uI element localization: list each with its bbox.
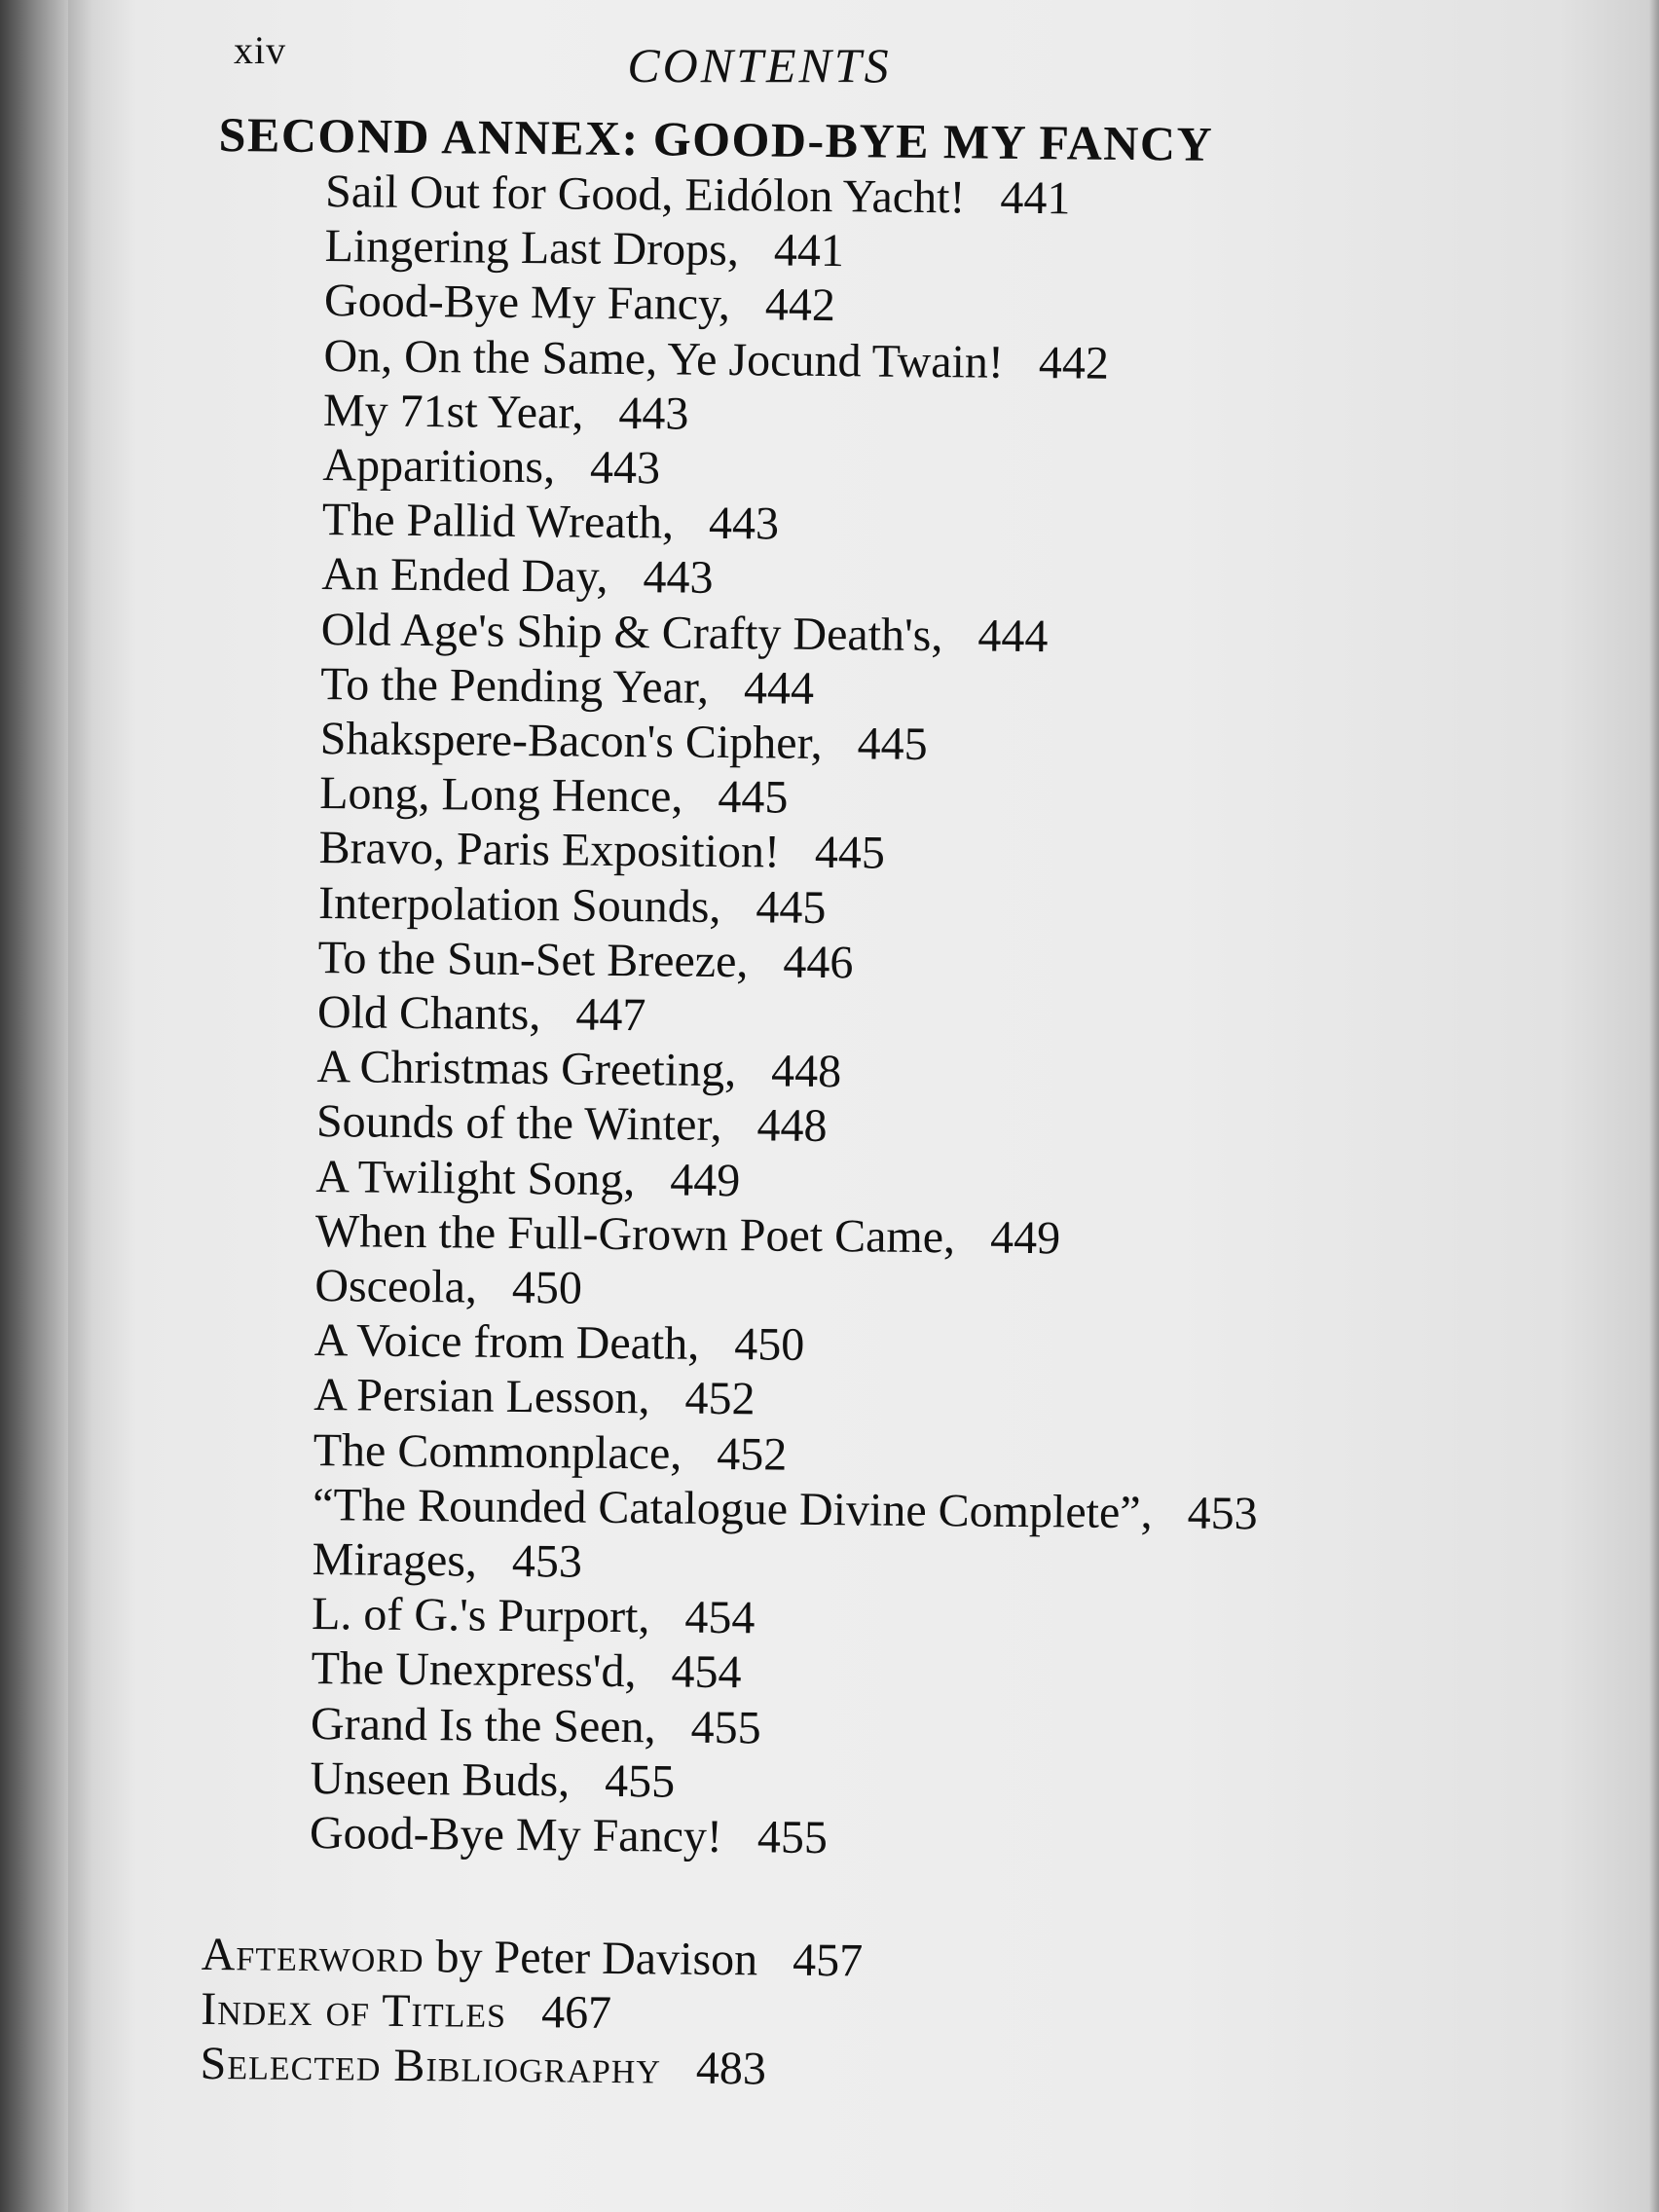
entry-page-number: 448 <box>756 1099 828 1153</box>
backmatter-entry <box>200 2037 1514 2104</box>
backmatter-title: Index of Titles <box>200 1983 507 2039</box>
entry-page-number: 455 <box>756 1811 829 1864</box>
entry-title: “The Rounded Catalogue Divine Complete”, <box>312 1478 1153 1539</box>
entry-title: Shakspere-Bacon's Cipher, <box>319 713 823 770</box>
entry-title: To the Pending Year, <box>320 657 710 714</box>
entry-page-number: 441 <box>773 224 845 277</box>
entry-page-number: 449 <box>670 1154 741 1206</box>
entry-title: Lingering Last Drops, <box>324 220 740 276</box>
page-right-edge <box>1649 0 1659 2212</box>
entry-title: Good-Bye My Fancy! <box>309 1807 723 1863</box>
entry-title: Long, Long Hence, <box>318 767 683 823</box>
entry-page-number: 443 <box>589 441 661 495</box>
backmatter-author: by Peter Davison <box>424 1931 758 1986</box>
entry-title: A Persian Lesson, <box>313 1369 650 1424</box>
entry-title: A Christmas Greeting, <box>316 1041 737 1097</box>
running-title: CONTENTS <box>627 38 892 92</box>
entry-title: Old Age's Ship & Crafty Death's, <box>320 603 943 661</box>
entry-page-number: 452 <box>684 1373 756 1425</box>
entry-title: The Unexpress'd, <box>311 1642 637 1698</box>
entry-page-number: 453 <box>1187 1487 1258 1540</box>
entry-page-number: 445 <box>718 771 789 824</box>
table-of-contents <box>200 105 1533 2104</box>
entry-title: Sail Out for Good, Eidólon Yacht! <box>324 166 966 224</box>
entry-title: The Pallid Wreath, <box>321 494 675 549</box>
entry-page-number: 448 <box>770 1045 842 1098</box>
backmatter-title: Afterword <box>201 1929 424 1983</box>
entry-title: A Voice from Death, <box>313 1314 700 1371</box>
entry-title: Old Chants, <box>316 986 541 1041</box>
entry-title: Apparitions, <box>322 439 556 494</box>
entry-title: When the Full-Grown Poet Came, <box>314 1204 956 1264</box>
entry-title: Mirages, <box>312 1533 478 1587</box>
entry-title: A Twilight Song, <box>315 1150 636 1205</box>
entry-page-number: 447 <box>575 988 646 1042</box>
backmatter-page-number: 467 <box>540 1986 612 2040</box>
entry-page-number: 445 <box>814 827 886 880</box>
entry-page-number: 455 <box>604 1754 676 1808</box>
entry-page-number: 453 <box>511 1535 583 1588</box>
entry-page-number: 445 <box>857 718 928 771</box>
entry-title: Unseen Buds, <box>310 1751 571 1807</box>
entry-title: Sounds of the Winter, <box>315 1095 722 1152</box>
page-number: xiv <box>234 28 287 72</box>
entry-page-number: 452 <box>717 1427 788 1481</box>
entry-page-number: 443 <box>643 551 714 605</box>
section-heading: SECOND ANNEX: GOOD-BYE MY FANCY <box>218 106 1214 171</box>
entry-title: Interpolation Sounds, <box>317 876 721 933</box>
entry-page-number: 442 <box>1038 336 1110 389</box>
entry-page-number: 455 <box>690 1701 761 1754</box>
contents-list <box>203 164 1533 1872</box>
entry-page-number: 450 <box>734 1318 805 1372</box>
entry-title: On, On the Same, Ye Jocund Twain! <box>323 329 1005 388</box>
backmatter-page-number: 483 <box>695 2043 767 2095</box>
entry-page-number: 443 <box>708 498 780 550</box>
entry-page-number: 446 <box>783 936 854 989</box>
entry-title: Grand Is the Seen, <box>310 1697 656 1753</box>
entry-title: My 71st Year, <box>322 384 584 439</box>
entry-page-number: 449 <box>989 1211 1061 1265</box>
running-header <box>234 27 1207 95</box>
entry-page-number: 454 <box>684 1591 756 1644</box>
entry-page-number: 445 <box>756 880 827 934</box>
entry-title: An Ended Day, <box>321 548 608 604</box>
entry-title: L. of G.'s Purport, <box>311 1588 650 1643</box>
entry-page-number: 441 <box>1000 171 1071 225</box>
entry-page-number: 450 <box>511 1262 583 1314</box>
contents-entry <box>310 1806 1517 1872</box>
entry-page-number: 444 <box>977 609 1049 662</box>
backmatter-page-number: 457 <box>792 1935 864 1987</box>
backmatter-title: Selected Bibliography <box>200 2038 662 2094</box>
entry-title: Bravo, Paris Exposition! <box>318 822 781 879</box>
book-gutter-shadow <box>0 0 68 2212</box>
entry-title: The Commonplace, <box>313 1423 682 1480</box>
entry-title: Osceola, <box>314 1260 478 1313</box>
entry-page-number: 444 <box>743 662 815 715</box>
entry-page-number: 443 <box>618 387 689 440</box>
backmatter-list <box>200 1928 1516 2104</box>
entry-title: Good-Bye My Fancy, <box>323 275 731 331</box>
entry-page-number: 442 <box>764 278 836 332</box>
entry-title: To the Sun-Set Breeze, <box>317 931 749 988</box>
entry-page-number: 454 <box>671 1646 742 1699</box>
